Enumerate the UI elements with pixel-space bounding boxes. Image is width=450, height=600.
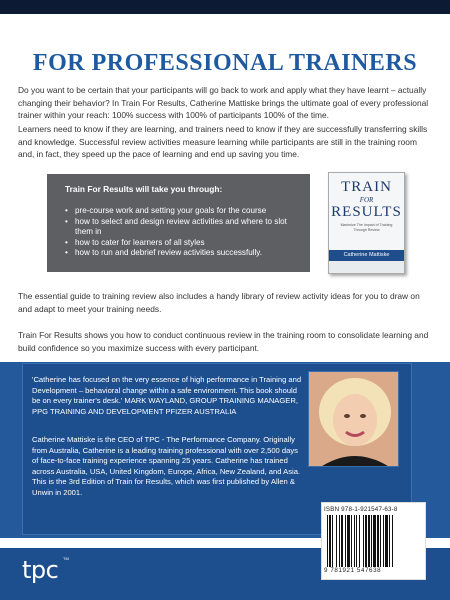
barcode-bar — [332, 515, 333, 567]
testimonial-quote: 'Catherine has focused on the very essence of high performance in Training and Development – behavioral change within a safe environment. This book should be on every trainer's desk.' MARK WAYLAND, GROUP TRAINING MANAGER, PPG TRAINING AND DEVELOPMENT PFIZER AUSTRALIA — [32, 375, 302, 416]
take-through-item: • how to select and design review activities and where to slot them in — [65, 217, 292, 238]
barcode-bar — [380, 515, 381, 567]
barcode-bar — [389, 515, 390, 567]
barcode-bar — [385, 515, 388, 567]
take-through-title: Train For Results will take you through: — [65, 184, 223, 194]
tpc-logo-tm: TM — [63, 556, 69, 561]
take-through-item: • pre-course work and setting your goals for the course — [65, 206, 292, 217]
barcode-bar — [383, 515, 384, 567]
barcode-graphic — [325, 515, 423, 567]
take-through-item: • how to run and debrief review activities successfully. — [65, 248, 292, 259]
barcode-digits: 9 781921 547638 — [324, 567, 382, 574]
learners-paragraph: Learners need to know if they are learning, and trainers need to know if they are successfully transferring skills and knowledge. Successful review activities measure learning while participants are still in the training room and, in fact, they speed up the pace of learning and end up saving you time. — [18, 124, 428, 159]
barcode-bar — [365, 515, 367, 567]
intro-paragraph: Do you want to be certain that your participants will go back to work and apply what they have learnt – actually changing their behavior? In Train For Results, Catherine Mattiske brings the ultimate goal of every professional trainer within your reach: 100% success with 100% of participants 100% of the time. — [18, 85, 429, 120]
take-through-list — [65, 206, 292, 259]
barcode-bar — [359, 515, 360, 567]
barcode-bar — [345, 515, 346, 567]
book-cover-title-for: FOR — [359, 196, 374, 204]
take-through-item: • how to cater for learners of all styles — [65, 238, 292, 249]
barcode-bar — [373, 515, 376, 567]
book-cover-subtitle: Maximize The Impact of Training Through Review — [340, 223, 393, 232]
take-through-box — [47, 174, 310, 272]
barcode-bar — [327, 515, 328, 567]
book-cover-title-results: RESULTS — [331, 204, 402, 220]
author-portrait — [308, 371, 399, 467]
barcode-bar — [363, 515, 364, 567]
continuous-paragraph: Train For Results shows you how to conduct continuous review in the training room to consolidate learning and build confidence so you maximize success with every participant. — [18, 330, 429, 353]
barcode-bar — [377, 515, 379, 567]
barcode-bar — [351, 515, 352, 567]
barcode-bar — [356, 515, 357, 567]
book-cover-author: Catherine Mattiske — [329, 250, 404, 261]
barcode-bar — [347, 515, 350, 567]
barcode-bar — [371, 515, 372, 567]
barcode-bar — [392, 515, 393, 567]
guide-paragraph: The essential guide to training review also includes a handy library of review activity ideas for you to draw on and adapt to meet your training needs. — [18, 291, 420, 314]
author-portrait-graphic — [309, 372, 399, 467]
barcode-bar — [354, 515, 355, 567]
barcode-bar — [341, 515, 343, 567]
barcode-bar — [339, 515, 340, 567]
tpc-logo: tpc — [22, 556, 59, 584]
isbn-label: ISBN 978-1-921547-63-8 — [324, 506, 398, 513]
barcode-bar — [329, 515, 331, 567]
book-cover-image — [328, 172, 405, 274]
page-heading: FOR PROFESSIONAL TRAINERS — [32, 50, 418, 76]
book-cover-strip — [329, 261, 404, 273]
top-bar — [0, 0, 450, 14]
book-cover-title-train: TRAIN — [341, 179, 392, 195]
author-bio: Catherine Mattiske is the CEO of TPC - The Performance Company. Originally from Australia, Catherine is a leading training professional with over 2,500 days of face-to-face training experience spanning 25 years. Catherine has trained across Australia, USA, United Kingdom, Europe, Africa, New Zealand, and Asia. This is the 3rd Edition of Train for Results, which was first published by Allen & Unwin in 2001. — [32, 435, 301, 497]
barcode-bar — [368, 515, 370, 567]
barcode-bar — [336, 515, 337, 567]
